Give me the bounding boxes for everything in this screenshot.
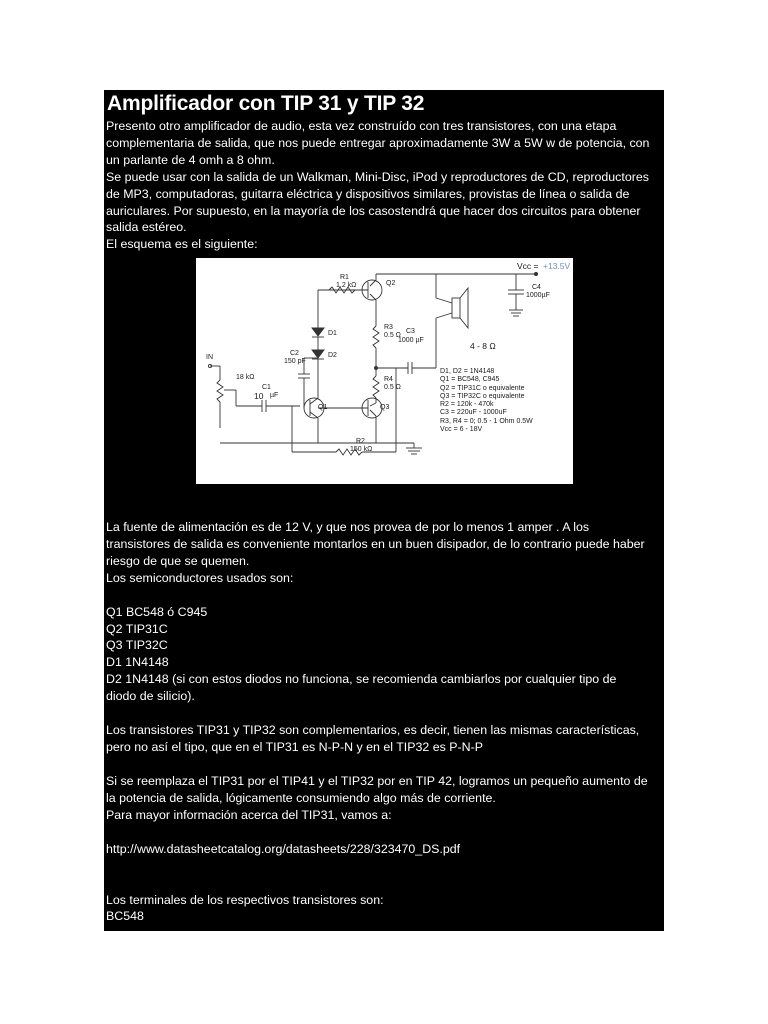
parts-list-item: R3, R4 = 0; 0.5 - 1 Ohm 0.5W [440, 417, 533, 425]
datasheet-link[interactable]: http://www.datasheetcatalog.org/datasheets/228/323470_DS.pdf [106, 841, 461, 856]
c2-value: 150 pF [284, 358, 306, 365]
parts-list-item: C3 = 220uF - 1000uF [440, 409, 507, 417]
speaker-label: 4 - 8 Ω [470, 341, 496, 351]
body-line: la potencia de salida, lógicamente consumiendo algo más de corriente. [106, 790, 496, 805]
c1-value: 10 [254, 391, 264, 401]
intro-line: auriculares. Por supuesto, en la mayoría de los casostendrá que hacer dos circuitos para obtener [106, 203, 641, 218]
body-line: Los transistores TIP31 y TIP32 son complementarios, es decir, tienen las mismas características, [106, 723, 640, 738]
parts-list-item: Vcc = 6 - 18V [440, 426, 483, 434]
body-line: Q3 TIP32C [106, 638, 168, 653]
c1-label: C1 [262, 384, 271, 391]
parts-list-item: D1, D2 = 1N4148 [440, 368, 495, 375]
vcc-value: +13.5V [543, 261, 571, 271]
d2-label: D2 [328, 352, 337, 359]
body-line: Q1 BC548 ó C945 [106, 604, 208, 619]
article-page [104, 90, 664, 931]
d1-label: D1 [328, 330, 337, 337]
in-label: IN [206, 354, 213, 361]
body-line: riesgo de que se quemen. [106, 553, 250, 568]
body-blank-line [106, 824, 662, 841]
r1-label: R1 [340, 274, 349, 281]
body-text [106, 519, 662, 925]
body-blank-line [106, 858, 662, 875]
r4-label: R4 [384, 376, 393, 383]
body-line: Para mayor información acerca del TIP31, vamos a: [106, 807, 392, 822]
intro-line: El esquema es el siguiente: [106, 237, 258, 252]
pot-value: 18 kΩ [236, 374, 255, 381]
parts-list [440, 368, 533, 434]
r3-value: 0.5 Ω [384, 332, 401, 339]
intro-line: Se puede usar con la salida de un Walkman, Mini-Disc, iPod y reproductores de CD, reproductores [106, 169, 649, 184]
r2-label: R2 [356, 438, 365, 445]
article-title: Amplificador con TIP 31 y TIP 32 [107, 92, 425, 115]
amplifier-schematic [196, 258, 573, 484]
body-line: La fuente de alimentación es de 12 V, y que nos provea de por lo menos 1 amper . A los [106, 520, 590, 534]
r2-value: 150 kΩ [350, 446, 373, 453]
intro-text [106, 118, 662, 253]
intro-line: Presento otro amplificador de audio, esta vez construído con tres transistores, con una etapa [106, 119, 617, 133]
body-blank-line [106, 587, 662, 604]
parts-list-item: Q1 = BC548, C945 [440, 376, 500, 384]
body-line: D2 1N4148 (si con estos diodos no funciona, se recomienda cambiarlos por cualquier tipo de [106, 672, 617, 687]
c3-label: C3 [406, 328, 415, 335]
body-line: pero no así el tipo, que en el TIP31 es N-P-N y en el TIP32 es P-N-P [106, 739, 483, 754]
r4-value: 0.5 Ω [384, 384, 401, 391]
body-line: diodo de silicio). [106, 689, 195, 704]
r1-value: 1.2 kΩ [336, 282, 357, 289]
body-line: transistores de salida es conveniente montarlos en un buen disipador, de lo contrario puede haber [106, 536, 645, 551]
vcc-label: Vcc = [517, 261, 539, 271]
intro-line: complementaria de salida, que nos puede entregar aproximadamente 3W a 5W w de potencia, con [106, 135, 650, 150]
body-blank-line [106, 756, 662, 773]
body-line: Los semiconductores usados son: [106, 570, 294, 585]
body-line: Si se reemplaza el TIP31 por el TIP41 y el TIP32 por en TIP 42, logramos un pequeño aumento de [106, 773, 648, 788]
q2-label: Q2 [386, 280, 396, 287]
parts-list-item: Q2 = TIP31C o equivalente [440, 384, 525, 392]
parts-list-item: R2 = 120k - 470k [440, 401, 494, 409]
intro-line: salida estéreo. [106, 220, 187, 235]
body-blank-line [106, 705, 662, 722]
body-line: BC548 [106, 909, 144, 924]
c1-unit: µF [270, 392, 279, 399]
q1-label: Q1 [318, 404, 328, 411]
body-line: Los terminales de los respectivos transistores son: [106, 892, 384, 907]
r3-label: R3 [384, 324, 393, 331]
intro-line: de MP3, computadoras, guitarra eléctrica y dispositivos similares, provistas de línea o salida de [106, 186, 630, 201]
c3-value: 1000 µF [398, 337, 424, 344]
c4-value: 1000µF [526, 292, 550, 299]
q3-label: Q3 [380, 404, 390, 411]
body-blank-line [106, 875, 662, 892]
parts-list-item: Q3 = TIP32C o equivalente [440, 392, 525, 400]
c2-label: C2 [290, 350, 299, 357]
body-line: D1 1N4148 [106, 655, 169, 670]
body-line: Q2 TIP31C [106, 621, 168, 636]
c4-label: C4 [532, 284, 541, 291]
intro-line: un parlante de 4 omh a 8 ohm. [106, 152, 275, 167]
